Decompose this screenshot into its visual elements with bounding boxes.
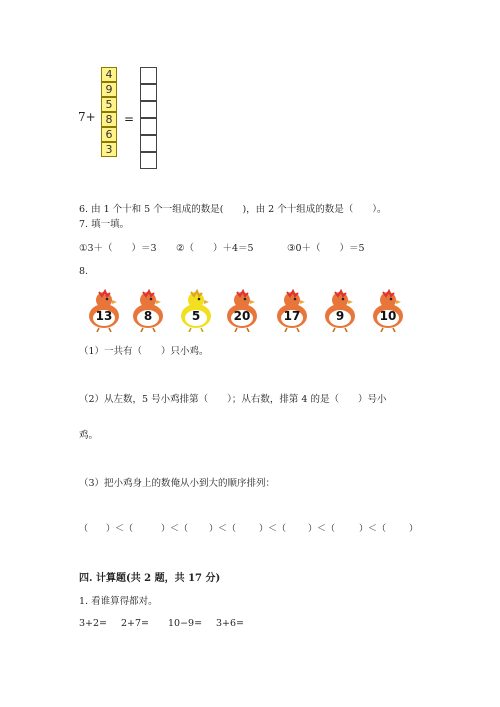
answer-box[interactable] — [140, 152, 157, 169]
chicken-number: 9 — [335, 309, 345, 323]
stacked-number: 3 — [101, 142, 117, 157]
chicken-number: 5 — [191, 309, 201, 323]
chicken-picture — [84, 288, 124, 332]
stacked-number: 9 — [101, 82, 117, 97]
order-blank[interactable]: ）＜（ — [241, 524, 287, 534]
calculation-problem: 3+2= — [79, 618, 108, 629]
answer-box[interactable] — [140, 118, 157, 135]
answer-box[interactable] — [140, 101, 157, 118]
chicken-picture — [368, 288, 408, 332]
section-4-question-1: 1. 看谁算得都对。 — [79, 596, 158, 607]
answer-box[interactable] — [140, 67, 157, 84]
order-blank[interactable]: ）＜（ — [143, 524, 189, 534]
question-8-title: 8. — [79, 266, 89, 277]
chicken-picture — [272, 288, 312, 332]
question-8-sub-2-line-2: 鸡。 — [79, 430, 99, 441]
answer-box[interactable] — [140, 135, 157, 152]
stacked-number: 5 — [101, 97, 117, 112]
chicken-picture — [128, 288, 168, 332]
order-blank[interactable]: ）＜（ — [290, 524, 336, 534]
chicken-picture — [222, 288, 262, 332]
chicken-number: 8 — [143, 309, 153, 323]
order-blank[interactable]: （ ）＜（ — [79, 524, 134, 534]
section-4-heading: 四. 计算题(共 2 题，共 17 分) — [79, 573, 221, 584]
calculation-problem: 10−9= — [168, 618, 203, 629]
order-blank[interactable]: ）＜（ — [191, 524, 237, 534]
stacked-number: 8 — [101, 112, 117, 127]
question-7-title: 7. 填一填。 — [79, 219, 130, 230]
calculation-problem: 3+6= — [216, 618, 245, 629]
question-7-item-1: ①3＋（ ）＝3 — [79, 243, 157, 254]
chicken-number: 13 — [95, 309, 113, 323]
stacked-number: 6 — [101, 127, 117, 142]
question-8-sub-1: （1）一共有（ ）只小鸡。 — [79, 346, 209, 357]
question-8-sub-2-line-1: （2）从左数，5 号小鸡排第（ ）；从右数，排第 4 的是（ ）号小 — [79, 394, 387, 405]
chicken-number: 10 — [379, 309, 397, 323]
calculation-problem: 2+7= — [121, 618, 150, 629]
answer-box[interactable] — [140, 84, 157, 101]
question-6: 6. 由 1 个十和 5 个一组成的数是( )，由 2 个十组成的数是（ ）。 — [79, 204, 387, 215]
question-7-item-3: ③0＋（ ）＝5 — [287, 243, 365, 254]
equals-sign: = — [124, 112, 135, 126]
chicken-picture — [176, 288, 216, 332]
left-operand: 7+ — [78, 110, 96, 124]
order-blank[interactable]: ） — [391, 524, 419, 534]
chicken-picture — [320, 288, 360, 332]
question-8-sub-3: （3）把小鸡身上的数俺从小到大的顺序排列： — [79, 478, 276, 489]
question-7-item-2: ②（ ）＋4＝5 — [176, 243, 254, 254]
stacked-number: 4 — [101, 67, 117, 82]
chicken-number: 17 — [283, 309, 301, 323]
order-blank[interactable]: ）＜（ — [341, 524, 387, 534]
chicken-number: 20 — [233, 309, 251, 323]
